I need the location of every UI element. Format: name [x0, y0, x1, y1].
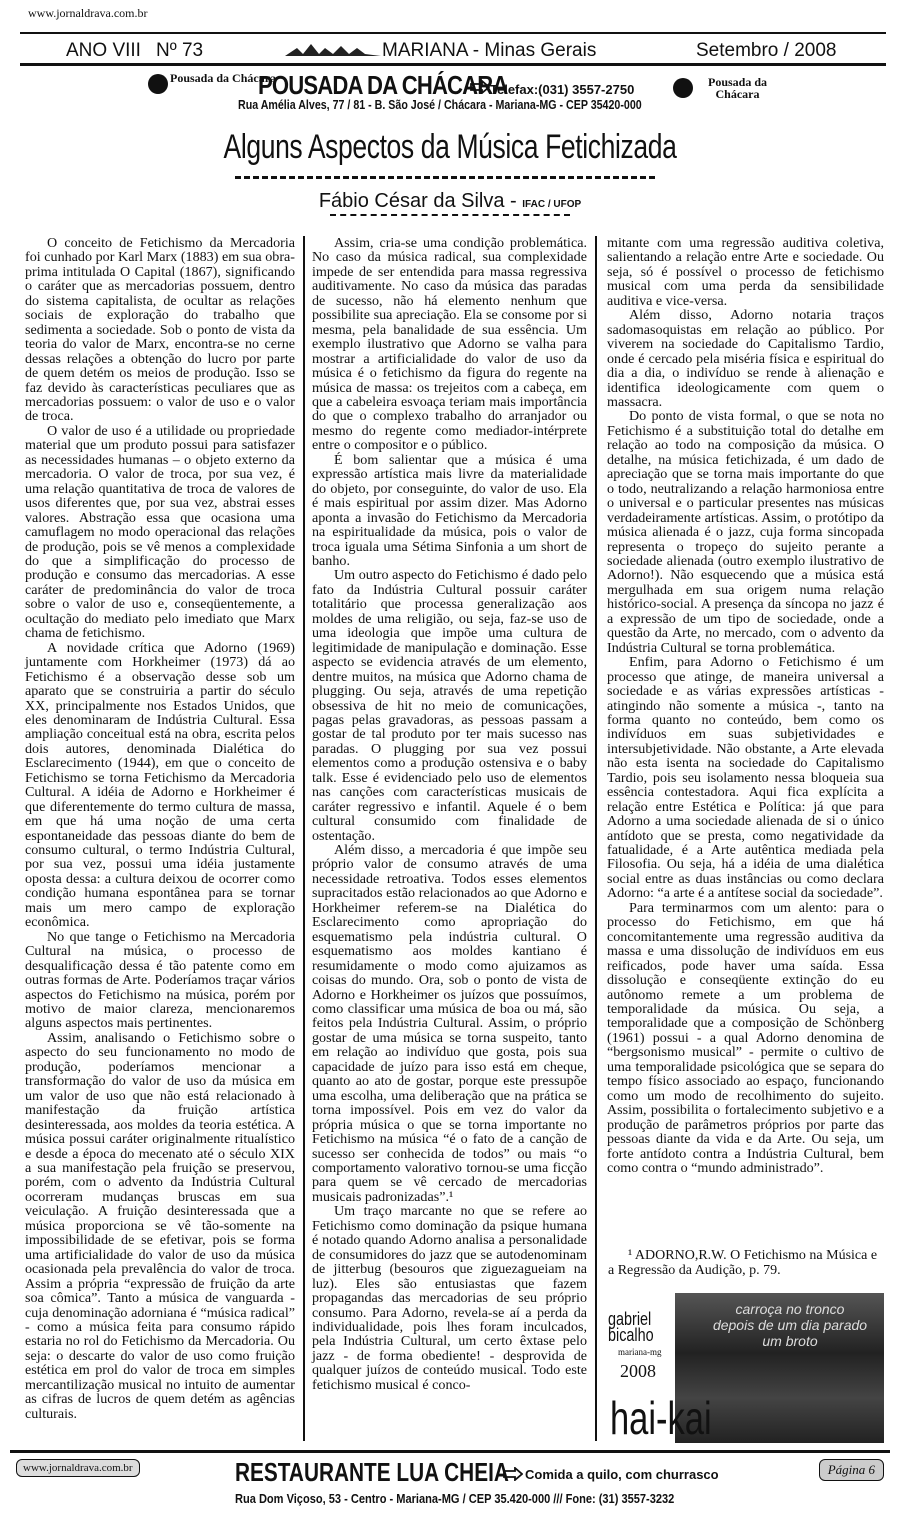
pousada-logo-icon	[148, 74, 168, 94]
article-title: Alguns Aspectos da Música Fetichizada	[223, 128, 677, 166]
masthead-bar	[20, 32, 886, 66]
book-year: 2008	[620, 1361, 656, 1381]
paragraph: A novidade crítica que Adorno (1969) juntamente com Horkheimer (1973) dá ao Fetichismo é a observação desse sob um aparato que se construiria a partir do século XX, principalmente nos Estados Unidos, que eles denominaram de Indústria Cultural. Essa ampliação conceitual está na obra, escrita pelos dois autores, denominada Dialética do Esclarecimento (1944), em que o conceito de Fetichismo se torna Fetichismo da Mercadoria Cultural. A idéia de Adorno e Horkheimer é que diferentemente do termo cultura de massa, em que há uma noção de uma certa espontaneidade das pessoas diante do bem de consumo cultural, o termo Indústria Cultural, por sua vez, possui uma idéia justamente oposta dessa: a cultura deixou de ocorrer como condição humana espontânea para se tornar mais um mero campo de exploração econômica.	[25, 639, 295, 931]
restaurant-ad[interactable]	[10, 1450, 890, 1514]
pousada-ad-address: Rua Amélia Alves, 77 / 81 - B. São José / Chácara - Mariana-MG - CEP 35420-000	[238, 97, 642, 112]
footnote: ¹ ADORNO,R.W. O Fetichismo na Música e a Regressão da Audição, p. 79.	[608, 1248, 878, 1278]
paragraph: Um outro aspecto do Fetichismo é dado pelo fato da Indústria Cultural possuir caráter totalitário que processa generalização aos moldes de uma religião, ou seja, faz-se uso de uma ideologia que impõe uma cultura de legitimidade de manipulação e dominação. Esse aspecto se evidencia através de um elemento, dentre muitos, na música que Adorno chama de plugging. Ou seja, através de uma repetição obsessiva de hit no meio de comunicações, pagas pelas gravadoras, as pessoas passam a gostar de tal produto por ter mais sucesso nas paradas. O plugging por sua vez possui elementos como a produção ostensiva e o baby talk. Esse é evidenciado pelo uso de elementos nas canções com características musicais de caráter regressivo e infantil. Aquele é o bem cultural consumido com finalidade de ostentação.	[312, 567, 587, 844]
pousada-logo-icon	[673, 78, 693, 98]
book-haiku: carroça no tronco depois de um dia parado um broto	[712, 1301, 868, 1349]
column-rule	[595, 236, 597, 1441]
article-byline	[0, 190, 900, 213]
pousada-ad[interactable]	[130, 70, 780, 114]
paragraph: O conceito de Fetichismo da Mercadoria foi cunhado por Karl Marx (1883) em sua obra-prima intitulada O Capital (1867), significando o caráter que as mercadorias possuem, dentro do sistema capitalista, de ocultar as relações sociais de exploração do trabalho que sedimenta a sociedade. Sob o ponto de vista da teoria do valor de Marx, encontra-se no cerne dessas relações a obtenção do lucro por parte de quem detém os meios de produção. Isso se faz devido às características peculiares que as mercadorias possuem: o valor de uso e o valor de troca.	[25, 235, 295, 425]
author-name: Fábio César da Silva -	[318, 190, 517, 212]
edition-label: ANO VIII	[66, 40, 141, 61]
restaurant-address: Rua Dom Viçoso, 53 - Centro - Mariana-MG / CEP 35.420-000 /// Fone: (31) 3557-3232	[235, 1491, 675, 1506]
paragraph: Um traço marcante no que se refere ao Fetichismo como dominação da psique humana é notado quando Adorno analisa a personalidade de consumidores do jazz que se autodenominam de jitterbug (besouros que ziguezagueiam na luz). Eles são entusiastas que fazem propagandas das mercadorias de seu próprio consumo. Para Adorno, revela-se aí a perda da individualidade, pois lhes foram inculcados, pela Indústria Cultural, um certo êxtase pelo jazz - de forma obediente! - desprovida de qualquer juízos de conteúdo musical. Todo este fetichismo musical é conco-	[312, 1203, 587, 1393]
paragraph: É bom salientar que a música é uma expressão artística mais livre da materialidade do objeto, por conseguinte, do valor de uso. Ela é mais espiritual por assim dizer. Mas Adorno aponta a invasão do Fetichismo da Mercadoria na espiritualidade da música, pois o valor de troca iguala uma Sétima Sinfonia a um short de banho.	[312, 451, 587, 569]
city-label: MARIANA - Minas Gerais	[382, 40, 597, 61]
author-affiliation: IFAC / UFOP	[522, 199, 582, 210]
column-rule	[303, 236, 305, 1441]
footer-url[interactable]: www.jornaldrava.com.br	[16, 1459, 140, 1477]
pousada-logo-right: Pousada da Chácara	[695, 76, 780, 100]
page-number: Página 6	[819, 1459, 884, 1481]
paragraph: mitante com uma regressão auditiva coletiva, salientando a relação entre Arte e sociedade. Ou seja, só é possível o processo de fetichismo musical com uma perda da sensibilidade auditiva e vice-versa.	[607, 235, 884, 309]
issue-date: Setembro / 2008	[696, 40, 837, 61]
book-ad[interactable]	[600, 1293, 884, 1443]
title-divider	[235, 176, 655, 179]
pousada-ad-phone: Telefax:(031) 3557-2750	[490, 82, 635, 97]
arrow-right-icon	[470, 80, 490, 94]
article-column-3	[607, 236, 884, 1175]
article-column-1	[25, 236, 295, 1421]
byline-divider	[330, 214, 570, 216]
restaurant-tagline: Comida a quilo, com churrasco	[525, 1467, 719, 1482]
masthead-ornament-icon	[285, 42, 381, 58]
site-url[interactable]: www.jornaldrava.com.br	[28, 6, 148, 20]
paragraph: Enfim, para Adorno o Fetichismo é um processo que atinge, de maneira universal a sociedade e as várias expressões artísticas - atingindo não somente a música -, tanto na forma quanto no conteúdo, bem como os indivíduos em suas subjetividades e intersubjetividade. Não obstante, a Arte elevada não esta isenta na sociedade do Capitalismo Tardio, pois seu isolamento nessa bloqueia sua essência contestadora. Aqui fica explícita a relação entre Estética e Política: já que para Adorno a uma sociedade alienada de si o único antídoto que se presta, como negatividade da fatualidade, é a Arte autêntica mediada pela Filosofia. Ou seja, há a idéia de uma dialética social entre as duas instâncias ou como declara Adorno: “a arte é a antítese social da sociedade”.	[607, 654, 884, 902]
paragraph: No que tange o Fetichismo na Mercadoria Cultural na música, o processo de desqualificação dessa é tão patente como em outras formas de Arte. Poderíamos traçar vários aspectos do Fetichismo na música, porém por motivo de maior clareza, mencionaremos alguns aspectos mais pertinentes.	[25, 928, 295, 1032]
arrow-right-icon	[503, 1467, 523, 1481]
book-title: hai-kai	[610, 1392, 712, 1443]
restaurant-name: RESTAURANTE LUA CHEIA	[235, 1457, 509, 1487]
paragraph: O valor de uso é a utilidade ou propriedade material que um produto possui para satisfazer as necessidades humanas – o objeto externo da mercadoria. O valor de troca, por sua vez, é uma relação quantitativa de troca de valores de usos diferentes que, por sua vez, abstrai esses valores. Abstração essa que ocasiona uma camuflagem no modo operacional das relações de produção, pois se vê menos a complexidade do que a simplificação do processo de produção e consumo das mercadorias. A esse caráter de predominância do valor de troca sobre o valor de uso e, conseqüentemente, a ocultação do mediato pelo imediato que Marx chama de fetichismo.	[25, 422, 295, 642]
pousada-logo-left: Pousada da Chácara	[170, 72, 276, 84]
paragraph: Para terminarmos com um alento: para o processo do Fetichismo, em que há concomitantemente uma regressão auditiva da massa e uma dissolução de indivíduos em eus reificados, pode haver uma saída. Essa dissolução e conseqüente extinção do eu autônomo remete a um problema de temporalidade da música. Ou seja, a temporalidade que a composição de Schönberg (1961) possui - a qual Adorno denomina de “bergsonismo musical” - permite o cultivo de uma temporalidade psicológica que se separa do tempo físico associado ao espaço, funcionando como um modo de recolhimento do sujeito. Assim, possibilita o fortalecimento subjetivo e a produção de parâmetros próprios por parte das pessoas diante da vida e da Arte. Ou seja, um forte antídoto contra a Indústria Cultural, bem como contra o “mundo administrado”.	[607, 899, 884, 1176]
paragraph: Além disso, Adorno notaria traços sadomasoquistas em relação ao público. Por viverem na sociedade do Capitalismo Tardio, onde é cercado pela miséria física e espiritual do dia a dia, o indivíduo se rende à alienação e identifica ideologicamente com quem o massacra.	[607, 307, 884, 410]
paragraph: Do ponto de vista formal, o que se nota no Fetichismo é a substituição total do detalhe em relação ao todo na composição da música. O detalhe, na música fetichizada, é um dado de apreciação que se torna mais importante do que o todo, neutralizando a relação harmoniosa entre o universal e o particular presentes nas músicas verdadeiramente artísticas. Assim, o protótipo da música alienada é o jazz, cuja forma sincopada representa o tropeço do sujeito perante a sociedade alienada (outro exemplo ilustrativo de Adorno!). Não esquecendo que a música está mergulhada em sua origem numa relação histórico-social. A presença da síncopa no jazz é a expressão de um tipo de sociedade, onde a questão da Arte, no mercado, com o advento da Indústria Cultural se torna problemática.	[607, 408, 884, 656]
pousada-ad-name: POUSADA DA CHÁCARA	[258, 70, 508, 100]
book-author: gabriel bicalho	[608, 1309, 654, 1345]
issue-number: Nº 73	[156, 40, 204, 61]
paragraph: Assim, cria-se uma condição problemática. No caso da música radical, sua complexidade impede de ser entendida para massa regressiva auditivamente. No caso da música das paradas de sucesso, não há elemento nenhum que possibilite sua apreciação. Ela se consome por si mesma, pela banalidade de sua essência. Um exemplo ilustrativo que Adorno se valha para mostrar a artificialidade do valor de uso da música é o fetichismo da figura do regente na música de massa: os trejeitos com a cabeça, em que a cabeleira esvoaça teriam mais importância do que o complexo trabalho do arranjador ou mesmo do regente como mediador-intérprete entre o compositor e o público.	[312, 235, 587, 454]
paragraph: Além disso, a mercadoria é que impõe seu próprio valor de consumo através de uma necessidade retroativa. Todos esses elementos supracitados estão relacionados ao que Adorno e Horkheimer referem-se na Dialética do Esclarecimento como apropriação do esquematismo pela indústria cultural. O esquematismo aos moldes kantiano é resumidamente o modo como ajuizamos as coisas do mundo. Ora, sob o ponto de vista de Adorno e Horkheimer os juízos que possuímos, como classificar uma música de boa ou má, são feitos pela Indústria Cultural. Assim, o próprio gostar de uma música se torna suspeito, tanto em relação ao indivíduo que gosta, pois sua capacidade de juízo para isso está em cheque, quanto ao ato de gostar, porque este pressupõe uma escolha, uma deliberação que na prática se torna impossível. Pois em vez do valor da própria música o que se torna importante no Fetichismo na música “é o fato de a canção de sucesso ser conhecida de todos” ou mais “o comportamento valorativo tornou-se uma ficção para quem se vê cercado de mercadorias musicais padronizadas”.¹	[312, 842, 587, 1205]
paragraph: Assim, analisando o Fetichismo sobre o aspecto do seu funcionamento no modo de produção, poderíamos mencionar a transformação do valor de uso da música em um valor de uso que não está relacionado à manifestação da fruição artística desinteressada, aos moldes da teoria estética. A música possui caráter originalmente ritualístico e desde a época do mecenato até o século XIX a sua manifestação pela fruição se preservou, porém, com o advento da Indústria Cultural ocorreram mudanças bruscas em sua veiculação. A fruição desinteressada que a música proporciona se vê tão-somente na impossibilidade de se efetivar, pois se forma uma artificialidade do valor de uso da música ocasionada pela prevalência do valor de troca. Assim a própria “expressão de fruição da arte soa cômica”. Tanto a música de vanguarda - cuja denominação adorniana é “música radical” - como a música feita para consumo rápido estaria no rol do Fetichismo da Mercadoria. Ou seja: o descarte do valor de uso como fruição estética em prol do valor de troca em simples mercantilização musical no intuito de aumentar as cifras de lucros de quem detém as agências culturais.	[25, 1029, 295, 1422]
book-place: mariana-mg	[618, 1347, 662, 1357]
article-column-2	[312, 236, 587, 1392]
